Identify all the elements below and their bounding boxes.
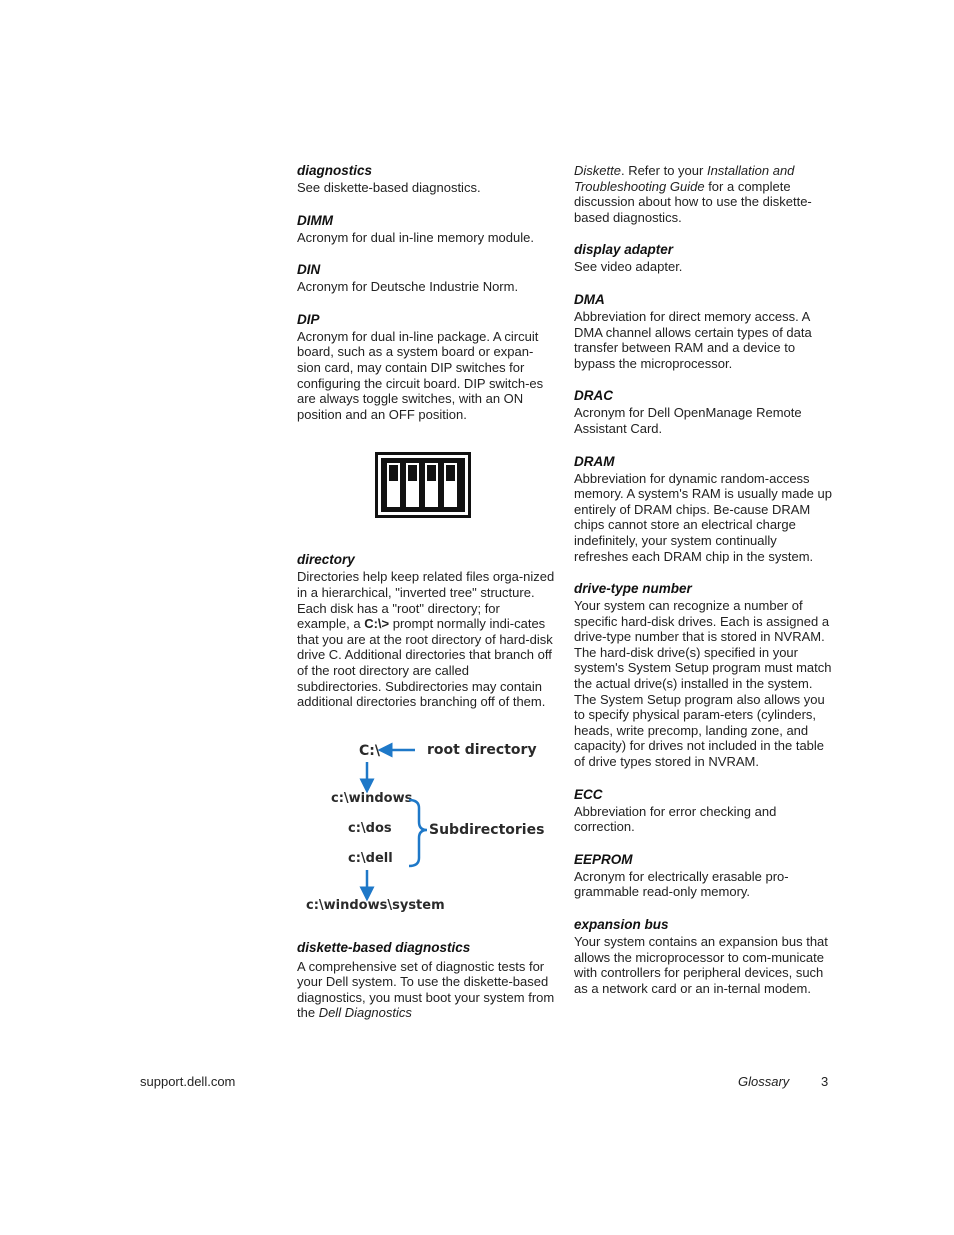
subdir-label: Subdirectories [429,821,545,838]
footer-section: Glossary [738,1074,790,1089]
def-ecc: Abbreviation for error checking and correction. [574,803,777,835]
def-diskette-continued [574,163,832,225]
dip-switch-figure [297,422,555,552]
def-dimm: Acronym for dual in-line memory module. [297,229,534,245]
def-dram: Abbreviation for dynamic random-access memory. A system's RAM is usually made up entirely of DRAM chips. Be-cause DRAM chips cannot store an electrical charge indefinitely, your system continually refreshes each DRAM chip in the system. [574,470,832,564]
term-dram: DRAM [574,453,615,469]
entry-drive-type [574,581,832,770]
entry-dram [574,454,832,565]
right-column [574,163,832,1013]
def-expansion-bus: Your system contains an expansion bus that allows the microprocessor to com-municate with controllers for peripheral devices, such as a network card or an in-ternal modem. [574,934,828,996]
entry-dma [574,292,832,371]
entry-drac [574,388,832,436]
leaf-dir-text: c:\windows\system [306,897,445,913]
entry-eeprom [574,852,832,900]
directory-tree-figure [297,710,555,940]
subdir-brace [409,800,427,866]
def-dma: Abbreviation for direct memory access. A DMA channel allows certain types of data transfer between RAM and a device to bypass the microprocessor. [574,308,812,371]
left-column [297,163,555,1038]
directory-tree-diagram [297,710,555,940]
def-display-adapter: See video adapter. [574,259,683,275]
def-din: Acronym for Deutsche Industrie Norm. [297,279,519,295]
guide-italic: Installation and Troubleshooting Guide [574,163,795,194]
root-dir-text: C:\ [359,742,380,759]
term-dma: DMA [574,291,605,307]
term-directory: directory [297,552,355,568]
root-dir-label: root directory [427,741,537,758]
entry-diagnostics [297,163,555,196]
def-directory-part1: Directories help keep related files orga-nized in a hierarchical, "inverted tree" structure. Each disk has a "root" directory; for example, a [297,569,555,632]
term-diagnostics: diagnostics [297,163,373,178]
term-drive-type: drive-type number [574,581,692,597]
entry-display-adapter [574,242,832,275]
term-diskette-diagnostics: diskette-based diagnostics [297,939,471,955]
term-drac: DRAC [574,388,613,404]
prompt-text: C:\> [364,616,390,632]
footer-page-number: 3 [821,1074,829,1089]
sub-dos-text: c:\dos [348,820,392,836]
dip-switch-icon [375,452,471,518]
entry-diskette-diagnostics [297,940,555,1021]
def-drac: Acronym for Dell OpenManage Remote Assistant Card. [574,405,802,436]
term-dimm: DIMM [297,212,333,228]
term-expansion-bus: expansion bus [574,917,669,932]
def-drive-type: Your system can recognize a number of specific hard-disk drives. Each is assigned a drive-type number that is stored in NVRAM. The hard-disk drive(s) specified in your system's System Setup program must match the actual drive(s) installed in the system. The System Setup program also allows you to specify physical param-eters (cylinders, heads, write precomp, landing zone, and capacity) for drives not included in the table of drive types stored in NVRAM. [574,598,832,770]
def-diskette-part1: A comprehensive set of diagnostic tests for your Dell system. To use the diskette-based diagnostics, you must boot your system from the [297,958,555,1021]
sub-dell-text: c:\dell [348,850,393,866]
term-ecc: ECC [574,786,603,802]
def-diagnostics: See diskette-based diagnostics. [297,180,481,195]
entry-dimm [297,213,555,246]
def-diskette-italic: Dell Diagnostics [318,1005,412,1021]
diskette-cont-text1: . Refer to your [620,163,707,178]
entry-ecc [574,787,832,835]
term-eeprom: EEPROM [574,851,633,867]
def-dip: Acronym for dual in-line package. A circuit board, such as a system board or expan-sion card, may contain DIP switches for configuring the circuit board. DIP switch-es are always toggle switches, with an ON position and an OFF position. [297,328,544,422]
def-diskette-diagnostics [297,959,555,1021]
entry-directory [297,552,555,709]
term-din: DIN [297,262,321,278]
entry-diskette-continued [574,163,832,225]
term-display-adapter: display adapter [574,242,674,258]
def-eeprom: Acronym for electrically erasable pro-grammable read-only memory. [574,868,789,900]
diskette-italic: Diskette [574,163,621,178]
entry-dip [297,312,555,423]
def-directory [297,569,555,709]
entry-din [297,262,555,295]
footer-site: support.dell.com [140,1074,236,1089]
sub-windows-text: c:\windows [331,790,413,806]
entry-expansion-bus [574,917,832,996]
term-dip: DIP [297,311,320,327]
diskette-cont-text2: for a complete discussion about how to use the diskette-based diagnostics. [574,178,812,225]
def-directory-part2: prompt normally indi-cates that you are at the root directory of hard-disk drive C. Additional directories that branch off of the root directory are called subdirectories. Subdirectories may contain additional directories branching off of them. [297,616,553,710]
